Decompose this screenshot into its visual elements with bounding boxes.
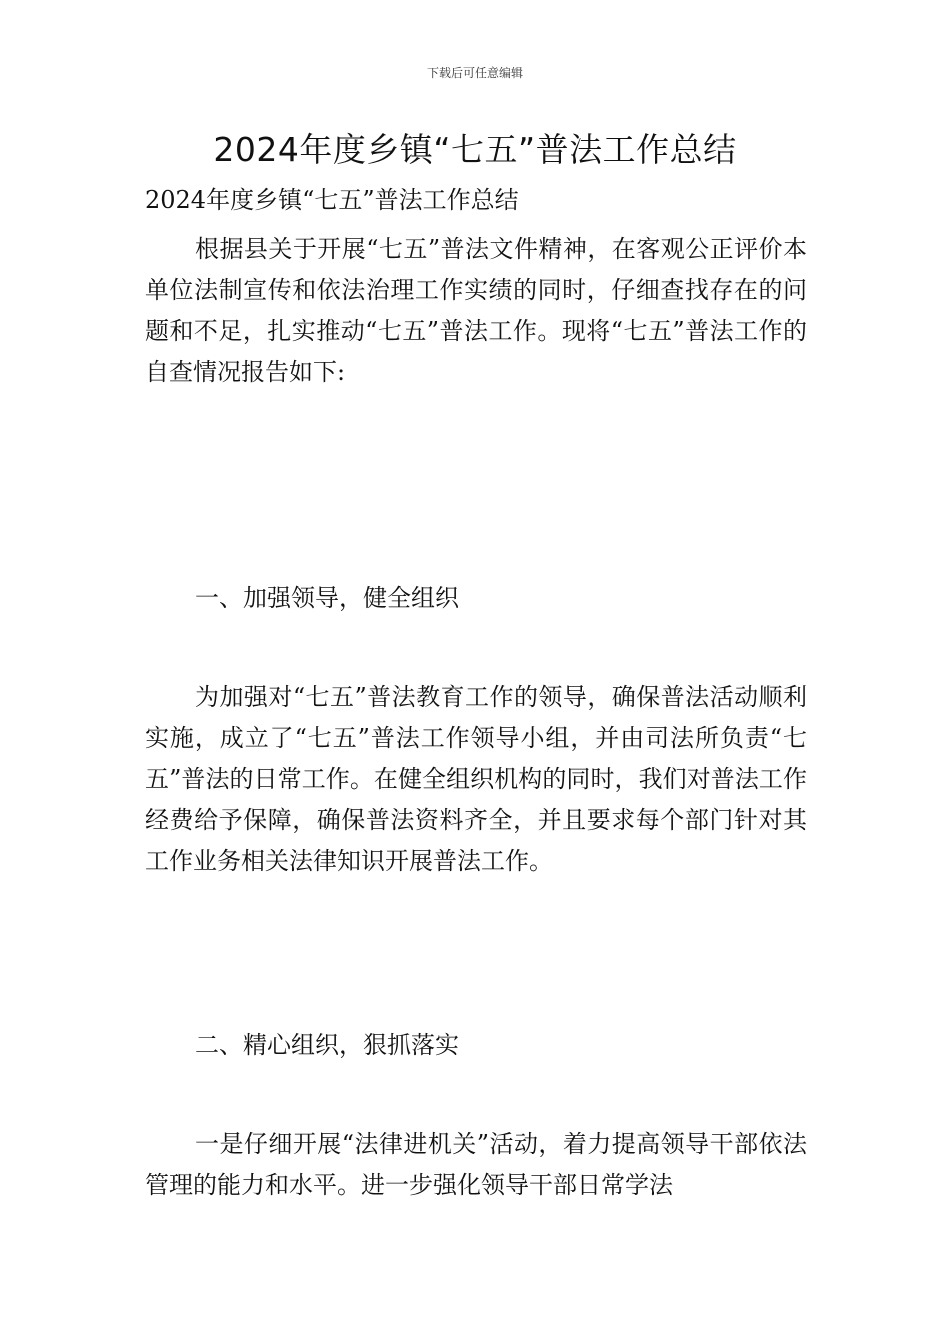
section-1-paragraph: 为加强对“七五”普法教育工作的领导，确保普法活动顺利实施，成立了“七五”普法工作领导小组，并由司法所负责“七五”普法的日常工作。在健全组织机构的同时，我们对普法工作经费给予保障，确保普法资料齐全，并且要求每个部门针对其工作业务相关法律知识开展普法工作。 (145, 683, 807, 875)
section-2-body-block (145, 1124, 807, 1206)
section-1-heading-block (145, 578, 807, 619)
document-subtitle: 2024年度乡镇“七五”普法工作总结 (145, 186, 519, 214)
document-title: 2024年度乡镇“七五”普法工作总结 (213, 130, 737, 169)
intro-paragraph: 根据县关于开展“七五”普法文件精神，在客观公正评价本单位法制宣传和依法治理工作实绩的同时，仔细查找存在的问题和不足，扎实推动“七五”普法工作。现将“七五”普法工作的自查情况报告如下: (145, 235, 807, 386)
section-2-heading: 二、精心组织，狠抓落实 (195, 1031, 459, 1059)
intro-paragraph-block (145, 229, 807, 393)
header-note: 下载后可任意编辑 (426, 66, 523, 80)
section-2-paragraph: 一是仔细开展“法律进机关”活动，着力提高领导干部依法管理的能力和水平。进一步强化领导干部日常学法 (145, 1130, 807, 1199)
section-1-body-block (145, 677, 807, 882)
section-1-heading: 一、加强领导，健全组织 (195, 584, 459, 612)
section-2-heading-block (145, 1025, 807, 1066)
